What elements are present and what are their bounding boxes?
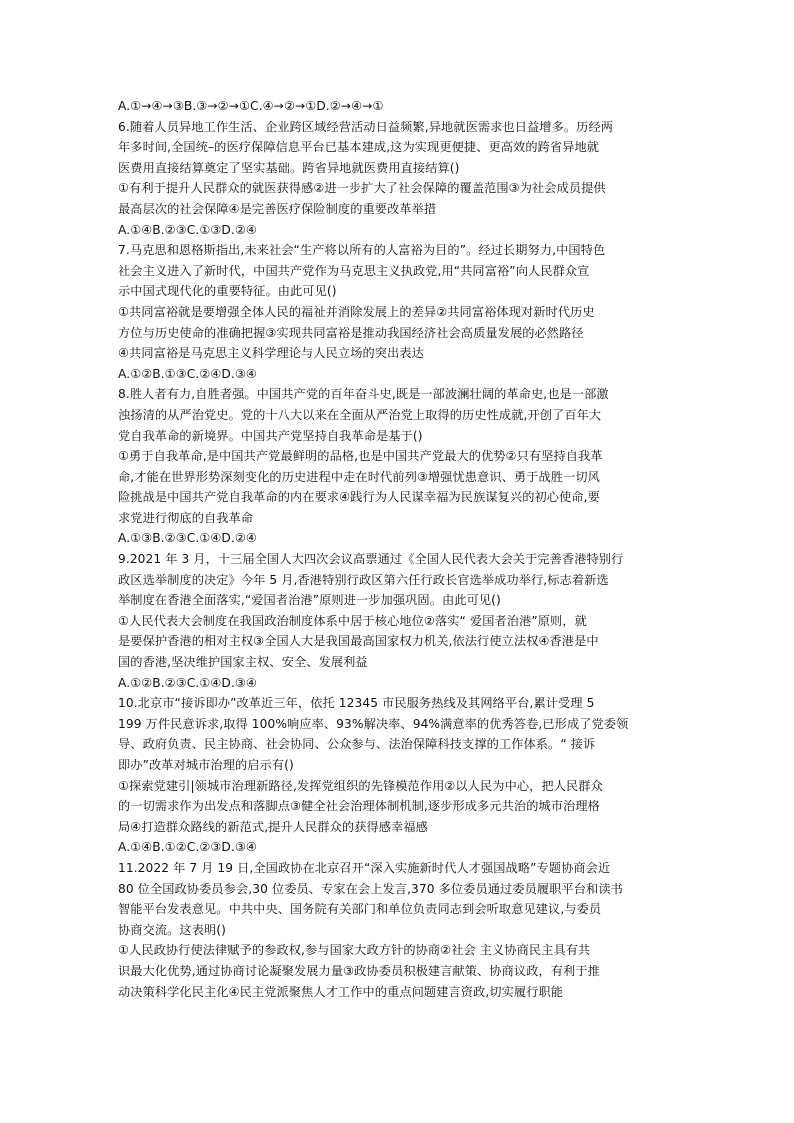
text-line: ④共同富裕是马克思主义科学理论与人民立场的突出表达 <box>118 346 424 361</box>
text-line: 导、政府负责、民主协商、社会协同、公众参与、法治保障科技支撑的工作体系。“ 接诉 <box>118 737 596 752</box>
text-line: 局④打造群众路线的新范式,提升人民群众的获得感幸福感 <box>118 819 428 834</box>
text-line: 11.2022 年 7 月 19 日,全国政协在北京召开“深入实施新时代人才强国战略”专题协商会近 <box>118 860 611 875</box>
text-line: 方位与历史使命的准确把握③实现共同富裕是推动我国经济社会高质量发展的必然路径 <box>118 325 584 340</box>
text-line: 10.北京市“接诉即办”改革近三年，依托 12345 市民服务热线及其网络平台,累计受理 5 <box>118 696 595 711</box>
text-line: A.①②B.①③C.②④D.③④ <box>118 366 257 381</box>
text-line: A.①③B.②③C.①④D.②④ <box>118 531 257 546</box>
text-line: 最高层次的社会保障④是完善医疗保险制度的重要改革举措 <box>118 201 437 216</box>
text-line: 党自我革命的新境界。中国共产党坚持自我革命是基于() <box>118 428 423 443</box>
text-line: 险挑战是中国共产党自我革命的内在要求④践行为人民谋幸福为民族谋复兴的初心使命,要 <box>118 490 600 505</box>
text-line: ①探索党建引|领城市治理新路径,发挥党组织的先锋模范作用②以人民为中心，把人民群众 <box>118 778 603 793</box>
text-line: 社会主义进入了新时代，中国共产党作为马克思主义执政党,用“共同富裕”向人民群众宣 <box>118 263 590 278</box>
text-line: 命,才能在世界形势深刻变化的历史进程中走在时代前列③增强忧患意识、勇于战胜一切风 <box>118 469 600 484</box>
text-line: 政区选举制度的决定》今年 5 月,香港特别行政区第六任行政长官选举成功举行,标志着新选 <box>118 572 609 587</box>
text-line: 即办”改革对城市治理的启示有() <box>118 758 294 772</box>
text-line: 医费用直接结算奠定了坚实基础。跨省异地就医费用直接结算() <box>118 160 460 175</box>
text-line: A.①→④→③B.③→②→①C.④→②→①D.②→④→① <box>118 99 384 113</box>
text-line: A.①④B.②③C.①③D.②④ <box>118 222 257 237</box>
text-line: A.①②B.②③C.①④D.③④ <box>118 675 257 690</box>
text-line: ①有利于提升人民群众的就医获得感②进一步扩大了社会保障的覆盖范围③为社会成员提供 <box>118 181 606 196</box>
text-line: 协商交流。这表明() <box>118 922 227 937</box>
text-line: 年多时间,全国统–的医疗保障信息平台已基本建成,这为实现更便捷、更高效的跨省异地就 <box>118 140 600 155</box>
text-line: 智能平台发表意见。中共中央、国务院有关部门和单位负责同志到会听取意见建议,与委员 <box>118 902 602 917</box>
text-line: 是要保护香港的相对主权③全国人大是我国最高国家权力机关,依法行使立法权④香港是中 <box>118 634 599 649</box>
text-line: ①共同富裕就是要增强全体人民的福祉并消除发展上的差异②共同富裕体现对新时代历史 <box>118 304 595 319</box>
text-line: 的一切需求作为出发点和落脚点③健全社会治理体制机制,逐步形成多元共治的城市治理格 <box>118 799 600 814</box>
text-line: ①勇于自我革命,是中国共产党最鲜明的品格,也是中国共产党最大的优势②只有坚持自我革 <box>118 449 603 464</box>
text-line: ①人民政协行使法律赋予的参政权,参与国家大政方针的协商②社会 主义协商民主具有共 <box>118 943 591 958</box>
text-line: 9.2021 年 3 月，十三届全国人大四次会议高票通过《全国人民代表大会关于完善香港特别行 <box>118 552 624 567</box>
text-line: 80 位全国政协委员参会,30 位委员、专家在会上发言,370 多位委员通过委员履职平台和读书 <box>118 881 623 896</box>
document-page <box>118 96 678 1002</box>
text-line: 示中国式现代化的重要特征。由此可见() <box>118 284 337 299</box>
text-line: 识最大化优势,通过协商讨论凝聚发展力量③政协委员积极建言献策、协商议政，有利于推 <box>118 963 600 978</box>
text-line: 6.随着人员异地工作生活、企业跨区域经营活动日益频繁,异地就医需求也日益增多。历经两 <box>118 119 614 134</box>
text-line: 199 万件民意诉求,取得 100%响应率、93%解决率、94%满意率的优秀答卷,已形成了党委领 <box>118 716 629 731</box>
text-line: 7.马克思和恩格斯指出,未来社会“生产将以所有的人富裕为目的”。经过长期努力,中国特色 <box>118 243 606 258</box>
text-line: 举制度在香港全面落实,“爱国者治港”原则进一步加强巩固。由此可见() <box>118 593 501 608</box>
text-line: ①人民代表大会制度在我国政治制度体系中居于核心地位②落实“ 爱国者治港”原则，就 <box>118 613 587 628</box>
text-line: A.①④B.①②C.②③D.③④ <box>118 840 257 855</box>
text-line: 国的香港,坚决维护国家主权、安全、发展利益 <box>118 655 368 670</box>
text-line: 求党进行彻底的自我革命 <box>118 510 254 525</box>
text-line: 浊扬清的从严治党史。党的十八大以来在全面从严治党上取得的历史性成就,开创了百年大 <box>118 407 602 422</box>
text-line: 8.胜人者有力,自胜者强。中国共产党的百年奋斗史,既是一部波澜壮阔的革命史,也是一部激 <box>118 387 609 402</box>
text-line: 动决策科学化民主化④民主党派聚焦人才工作中的重点问题建言资政,切实履行职能 <box>118 984 564 999</box>
